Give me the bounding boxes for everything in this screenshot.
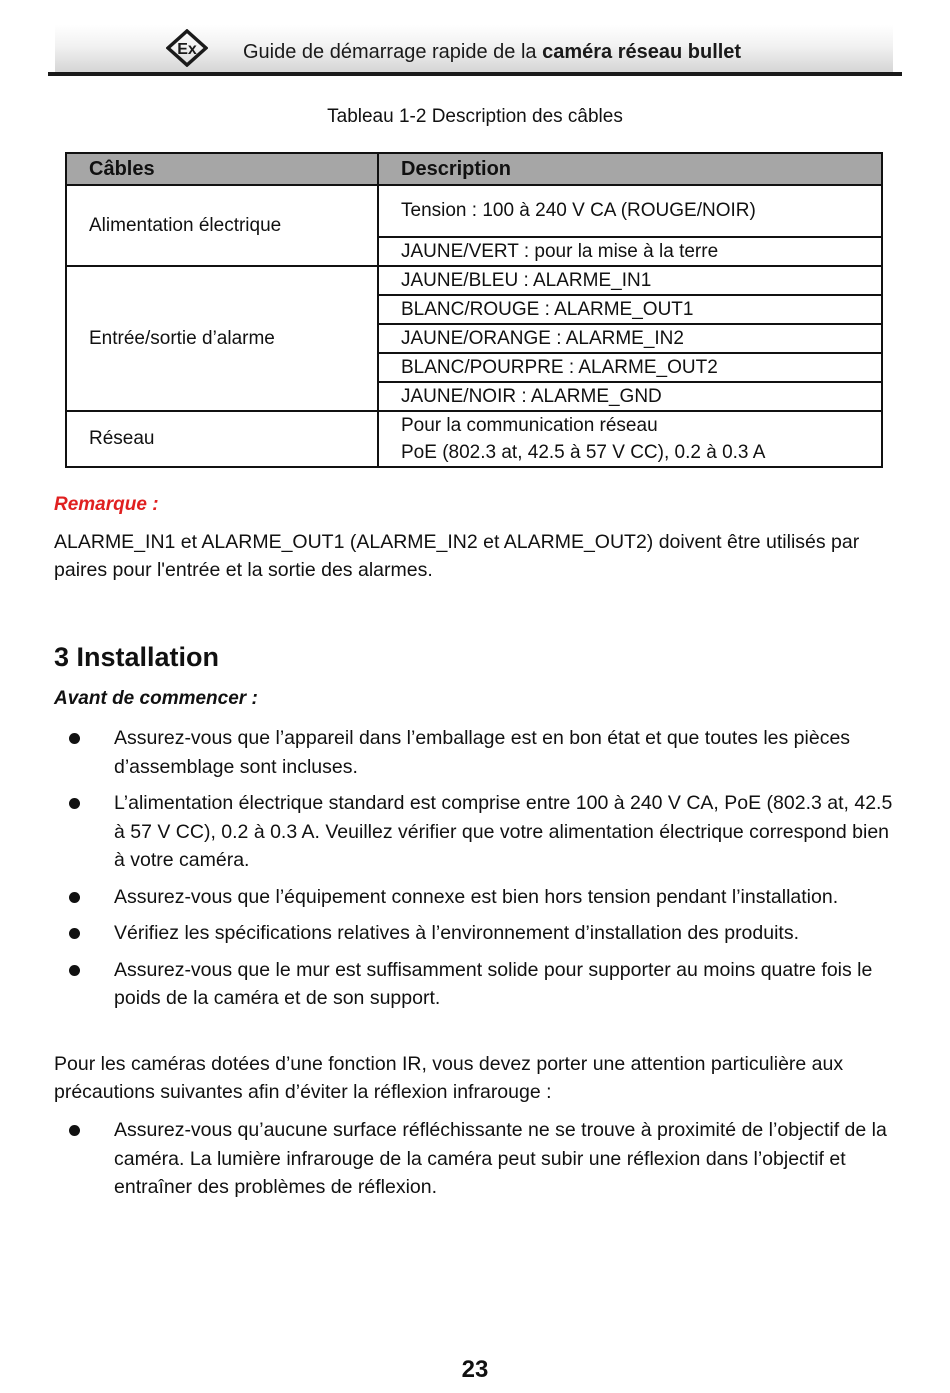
list-item: Assurez-vous que l’appareil dans l’emballage est en bon état et que toutes les pièces d’assemblage sont incluses.: [54, 724, 904, 781]
column-header-description: Description: [378, 153, 882, 185]
list-item: Assurez-vous que le mur est suffisamment solide pour supporter au moins quatre fois le poids de la caméra et de son support.: [54, 956, 904, 1013]
description-cell: JAUNE/BLEU : ALARME_IN1: [378, 266, 882, 295]
description-cell: JAUNE/VERT : pour la mise à la terre: [378, 237, 882, 266]
ex-atex-icon: [166, 29, 208, 67]
description-cell: Tension : 100 à 240 V CA (ROUGE/NOIR): [378, 185, 882, 237]
description-cell: BLANC/POURPRE : ALARME_OUT2: [378, 353, 882, 382]
page-number: 23: [461, 1356, 489, 1383]
description-line: Pour la communication réseau: [401, 415, 658, 436]
header-title: Guide de démarrage rapide de la caméra réseau bullet: [243, 41, 742, 63]
bullet-icon: [69, 798, 80, 809]
table-caption: Tableau 1-2 Description des câbles: [327, 106, 623, 127]
table-row: [66, 266, 882, 295]
list-item: Assurez-vous que l’équipement connexe est bien hors tension pendant l’installation.: [54, 883, 904, 912]
table-row: [66, 411, 882, 467]
cables-table: [65, 152, 883, 468]
ir-paragraph: Pour les caméras dotées d’une fonction IR, vous devez porter une attention particulière aux précautions suivantes afin d’éviter la réflexion infrarouge :: [54, 1053, 844, 1103]
prerequisite-list: [54, 724, 904, 1021]
before-label: Avant de commencer :: [54, 688, 258, 709]
bullet-icon: [69, 892, 80, 903]
list-item: Assurez-vous qu’aucune surface réfléchissante ne se trouve à proximité de l’objectif de la caméra. La lumière infrarouge de la caméra peut subir une réflexion dans l’objectif et entraîner des problèmes de réflexion.: [54, 1116, 904, 1202]
description-line: PoE (802.3 at, 42.5 à 57 V CC), 0.2 à 0.3 A: [401, 442, 766, 463]
table-row: [66, 185, 882, 237]
category-cell: Réseau: [66, 411, 378, 467]
description-cell: [378, 411, 882, 467]
note-text: ALARME_IN1 et ALARME_OUT1 (ALARME_IN2 et ALARME_OUT2) doivent être utilisés par paires pour l'entrée et la sortie des alarmes.: [54, 531, 860, 581]
category-cell: Alimentation électrique: [66, 185, 378, 266]
svg-text:Ex: Ex: [177, 41, 197, 58]
bullet-icon: [69, 965, 80, 976]
list-item: Vérifiez les spécifications relatives à l’environnement d’installation des produits.: [54, 919, 904, 948]
column-header-cables: Câbles: [66, 153, 378, 185]
description-cell: BLANC/ROUGE : ALARME_OUT1: [378, 295, 882, 324]
header-rule: [48, 72, 902, 76]
bullet-icon: [69, 1125, 80, 1136]
bullet-icon: [69, 733, 80, 744]
section-heading: 3 Installation: [54, 642, 220, 672]
category-cell: Entrée/sortie d’alarme: [66, 266, 378, 411]
ir-precaution-list: [54, 1116, 904, 1210]
list-item: L’alimentation électrique standard est comprise entre 100 à 240 V CA, PoE (802.3 at, 42.5 à 57 V CC), 0.2 à 0.3 A. Veuillez vérifier que votre alimentation électrique correspond bien à votre caméra.: [54, 789, 904, 875]
description-cell: JAUNE/ORANGE : ALARME_IN2: [378, 324, 882, 353]
description-cell: JAUNE/NOIR : ALARME_GND: [378, 382, 882, 411]
table-header-row: [66, 153, 882, 185]
note-label: Remarque :: [54, 494, 159, 515]
bullet-icon: [69, 928, 80, 939]
